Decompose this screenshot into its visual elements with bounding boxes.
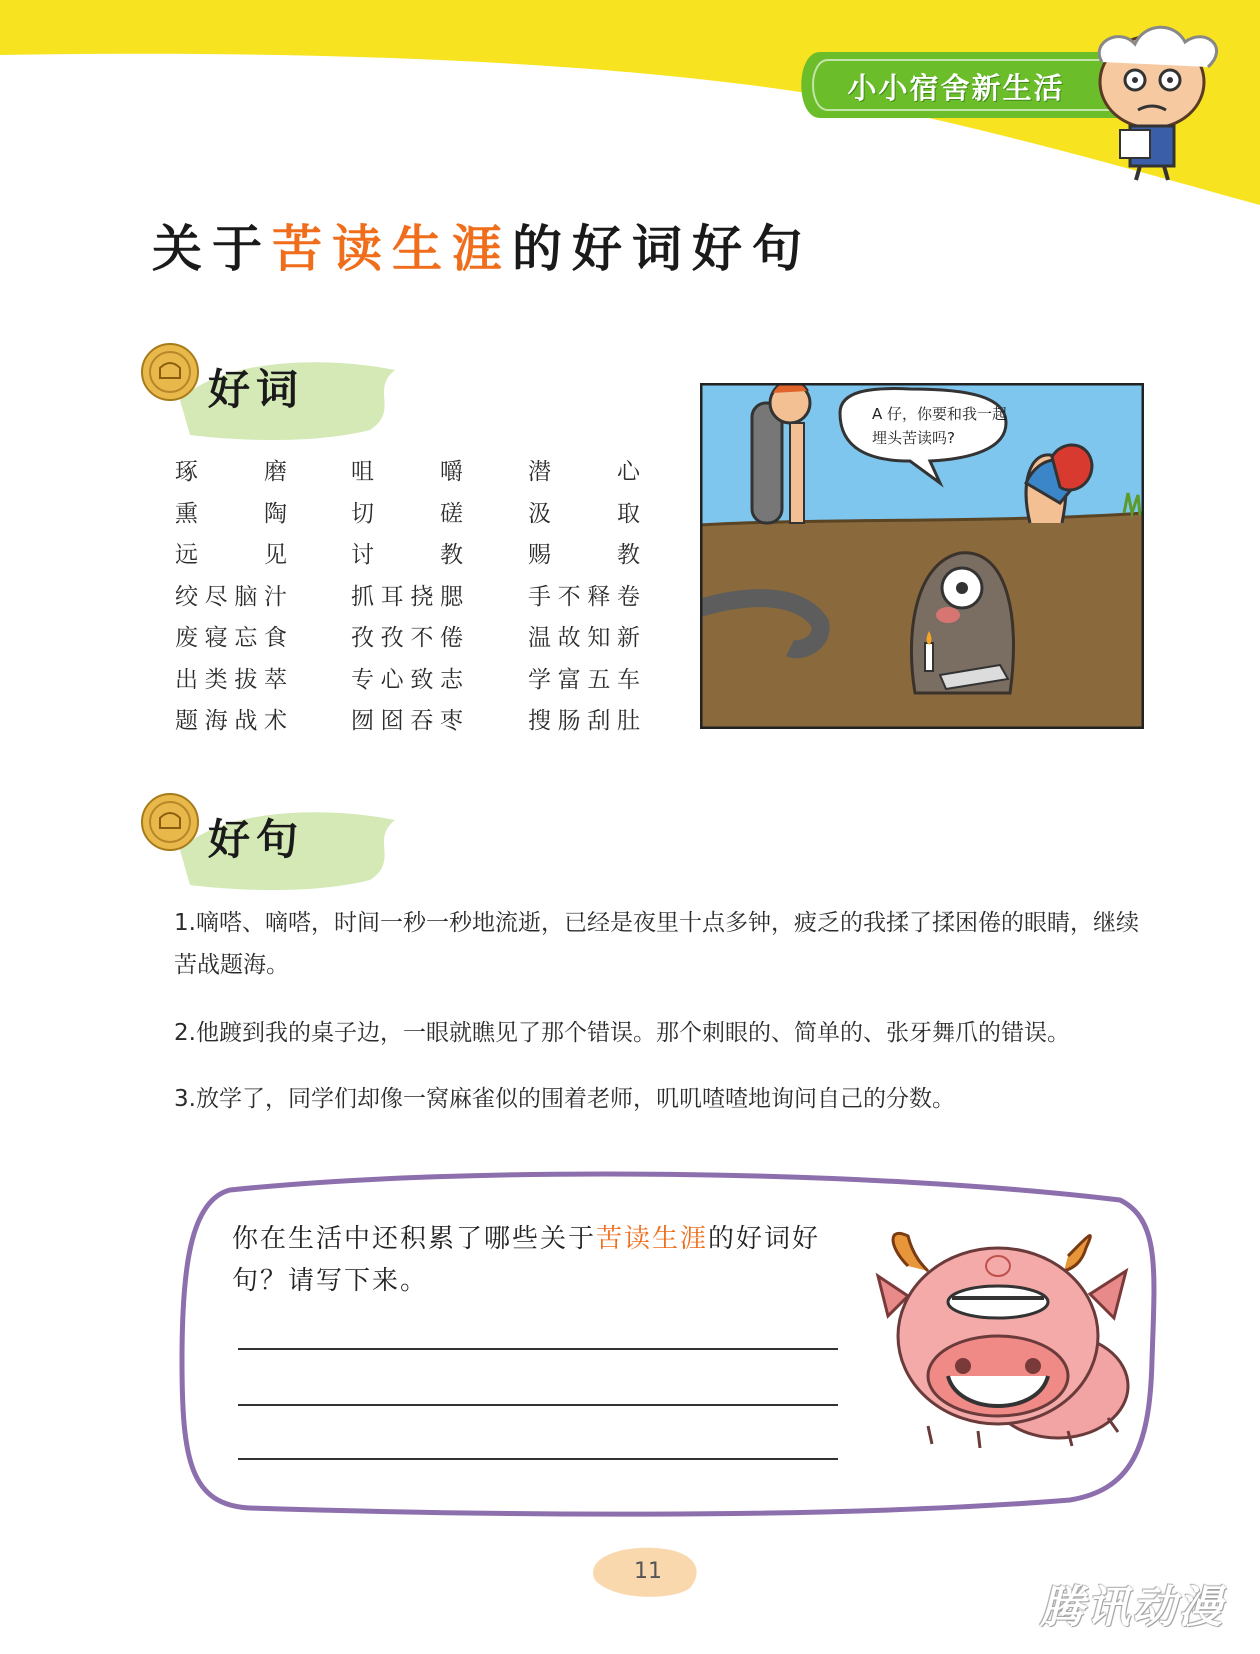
word-item: 绞尽脑汁 (175, 584, 287, 610)
word-item: 孜孜不倦 (351, 625, 463, 651)
prompt-prefix: 你在生活中还积累了哪些关于 (232, 1224, 597, 1254)
word-item: 汲 取 (528, 501, 640, 527)
title-suffix: 的好词好句 (512, 220, 812, 278)
page-title (152, 214, 812, 284)
words-heading: 好词 (208, 365, 305, 414)
word-item: 琢 磨 (175, 459, 287, 485)
word-item: 切 磋 (351, 501, 463, 527)
prompt-suffix: 的好词好句？请写下来。 (232, 1224, 821, 1296)
word-item: 抓耳挠腮 (351, 584, 463, 610)
header-swoosh (0, 0, 1260, 220)
word-item: 赐 教 (528, 542, 640, 568)
word-item: 潜 心 (528, 459, 640, 485)
speech-bubble-text: A 仔，你要和我一起埋头苦读吗? (872, 405, 1008, 447)
word-item: 搜肠刮肚 (528, 708, 640, 734)
sentence-item: 3.放学了，同学们却像一窝麻雀似的围着老师，叽叽喳喳地询问自己的分数。 (174, 1086, 955, 1112)
word-item: 废寝忘食 (175, 625, 287, 651)
coin-icon (140, 792, 200, 852)
word-item: 咀 嚼 (351, 459, 463, 485)
word-item: 专心致志 (351, 667, 463, 693)
word-item: 手不释卷 (528, 584, 640, 610)
sentences-heading: 好句 (208, 815, 305, 864)
page-number: 11 (634, 1559, 662, 1584)
prompt-highlight: 苦读生涯 (596, 1224, 709, 1254)
watermark-logo: 腾讯动漫 (1040, 1582, 1224, 1633)
professor-mascot-icon (1090, 22, 1230, 182)
answer-line[interactable] (238, 1404, 838, 1406)
word-item: 远 见 (175, 542, 287, 568)
sentence-item: 1.嘀嗒、嘀嗒，时间一秒一秒地流逝，已经是夜里十点多钟，疲乏的我揉了揉困倦的眼睛，继续苦战题海。 (174, 910, 1139, 978)
title-highlight: 苦读生涯 (272, 220, 512, 278)
word-item: 学富五车 (528, 667, 640, 693)
word-item: 出类拔萃 (175, 667, 287, 693)
answer-line[interactable] (238, 1458, 838, 1460)
word-item: 题海战术 (175, 708, 287, 734)
word-item: 温故知新 (528, 625, 640, 651)
word-item: 囫囵吞枣 (351, 708, 463, 734)
header-badge: 小小宿舍新生活 (847, 71, 1065, 105)
title-prefix: 关于 (152, 220, 272, 278)
sentence-item: 2.他踱到我的桌子边，一眼就瞧见了那个错误。那个刺眼的、简单的、张牙舞爪的错误。 (174, 1020, 1070, 1046)
coin-icon (140, 342, 200, 402)
bull-mascot-icon (868, 1226, 1136, 1456)
answer-line[interactable] (238, 1348, 838, 1350)
prompt-text (232, 1218, 872, 1302)
word-item: 熏 陶 (175, 501, 287, 527)
word-item: 讨 教 (351, 542, 463, 568)
